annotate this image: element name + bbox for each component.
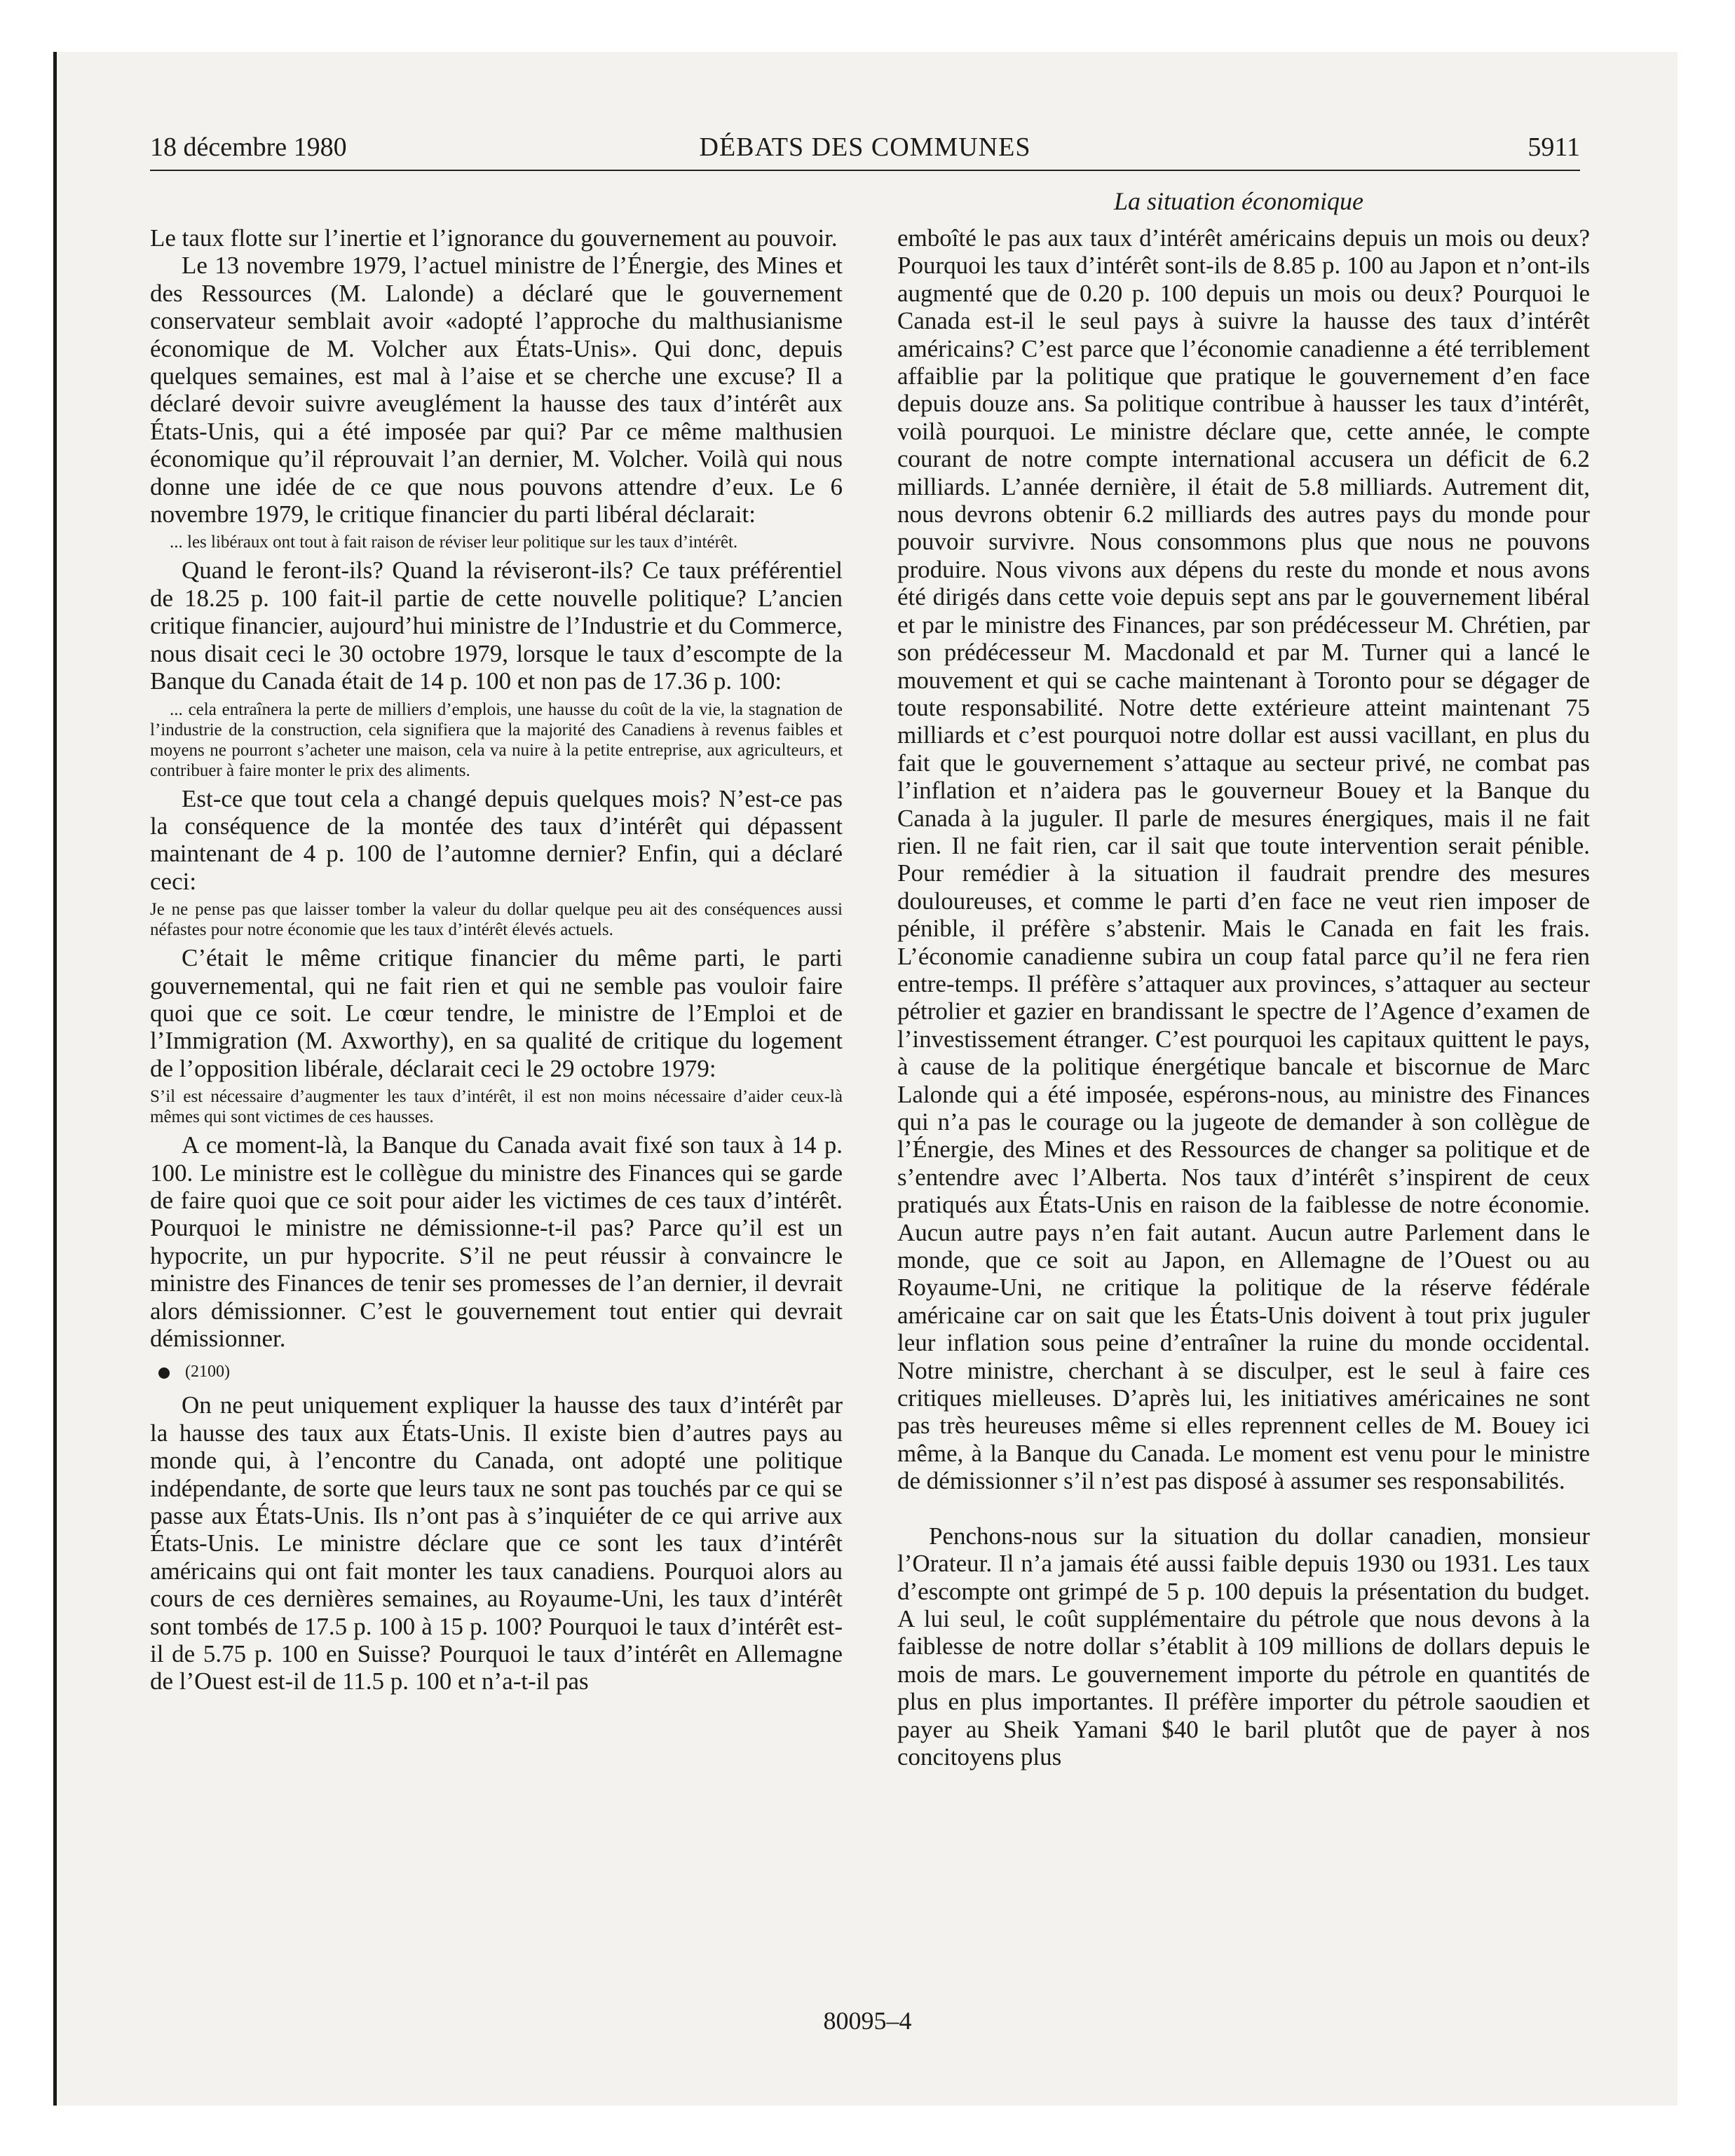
- quoted-passage: S’il est nécessaire d’augmenter les taux d’intérêt, il est non moins nécessaire d’aider ceux-là mêmes qui sont victimes de ces hausses.: [150, 1087, 843, 1127]
- paragraph: Penchons-nous sur la situation du dollar canadien, monsieur l’Orateur. Il n’a jamais été aussi faible depuis 1930 ou 1931. Les taux d’escompte ont grimpé de 5 p. 100 depuis la présentation du budget. A lui seul, le coût supplémentaire du pétrole que nous devons à la faiblesse de notre dollar s’établit à 109 millions de dollars depuis le mois de mars. Le gouvernement importe du pétrole en quantités de plus en plus importantes. Il préfère importer du pétrole saoudien et payer au Sheik Yamani $40 le baril plutôt que de payer à nos concitoyens plus: [897, 1522, 1590, 1770]
- footer-code: 80095–4: [823, 2007, 912, 2035]
- paragraph: A ce moment-là, la Banque du Canada avait fixé son taux à 14 p. 100. Le ministre est le collègue du ministre des Finances qui se garde de faire quoi que ce soit pour aider les victimes de ces taux d’intérêt. Pourquoi le ministre ne démissionne-t-il pas? Parce qu’il est un hypocrite, un pur hypocrite. S’il ne peut réussir à convaincre le ministre des Finances de tenir ses promesses de l’an dernier, il devrait alors démissionner. C’est le gouvernement tout entier qui devrait démissionner.: [150, 1131, 843, 1352]
- paragraph: Quand le feront-ils? Quand la réviseront-ils? Ce taux préférentiel de 18.25 p. 100 fait-il partie de cette nouvelle politique? L’ancien critique financier, aujourd’hui ministre de l’Industrie et du Commerce, nous disait ceci le 30 octobre 1979, lorsque le taux d’escompte de la Banque du Canada était de 14 p. 100 et non pas de 17.36 p. 100:: [150, 557, 843, 695]
- header-rule: [150, 170, 1580, 171]
- paragraph: C’était le même critique financier du même parti, le parti gouvernemental, qui ne fait rien et qui ne semble pas vouloir faire quoi que ce soit. Le cœur tendre, le ministre de l’Emploi et de l’Immigration (M. Axworthy), en sa qualité de critique du logement de l’opposition libérale, déclarait ceci le 29 octobre 1979:: [150, 944, 843, 1082]
- time-marker-label: (2100): [185, 1363, 230, 1381]
- left-column: [150, 224, 843, 1696]
- paragraph: Est-ce que tout cela a changé depuis quelques mois? N’est-ce pas la conséquence de la montée des taux d’intérêt qui dépassent maintenant de 4 p. 100 de l’automne dernier? Enfin, qui a déclaré ceci:: [150, 784, 843, 895]
- quoted-passage: ... cela entraînera la perte de milliers d’emplois, une hausse du coût de la vie, la stagnation de l’industrie de la construction, cela signifiera que la majorité des Canadiens à revenus faibles et moyens ne pourront s’acheter une maison, cela va nuire à la petite entreprise, aux agriculteurs, et contribuer à faire monter le prix des aliments.: [150, 700, 843, 780]
- paragraph: Le 13 novembre 1979, l’actuel ministre de l’Énergie, des Mines et des Ressources (M. Lalonde) a déclaré que le gouvernement conservateur semblait avoir «adopté l’approche du malthusianisme économique de M. Volcher aux États-Unis». Qui donc, depuis quelques semaines, est mal à l’aise et se cherche une excuse? Il a déclaré devoir suivre aveuglément la hausse des taux d’intérêt aux États-Unis, qui a été imposée par qui? Par ce même malthusien économique qu’il réprouvait l’an dernier, M. Volcher. Voilà qui nous donne une idée de ce que nous pouvons attendre d’eux. Le 6 novembre 1979, le critique financier du parti libéral déclarait:: [150, 252, 843, 528]
- header-title: DÉBATS DES COMMUNES: [699, 132, 1031, 162]
- header-date: 18 décembre 1980: [150, 132, 347, 162]
- time-marker: [150, 1355, 843, 1389]
- header-page-number: 5911: [1528, 132, 1580, 162]
- page-header: [150, 132, 1580, 168]
- quoted-passage: Je ne pense pas que laisser tomber la valeur du dollar quelque peu ait des conséquences aussi néfastes pour notre économie que les taux d’intérêt élevés actuels.: [150, 900, 843, 940]
- paragraph: On ne peut uniquement expliquer la hausse des taux d’intérêt par la hausse des taux aux États-Unis. Il existe bien d’autres pays au monde qui, à l’encontre du Canada, ont adopté une politique indépendante, de sorte que leurs taux ne sont pas touchés par ce qui se passe aux États-Unis. Ils n’ont pas à s’inquiéter de ce qui arrive aux États-Unis. Le ministre déclare que ce sont les taux d’intérêt américains qui ont fait monter les taux canadiens. Pourquoi alors au cours de ces dernières semaines, au Royaume-Uni, les taux d’intérêt sont tombés de 17.5 p. 100 à 15 p. 100? Pourquoi le taux d’intérêt est-il de 5.75 p. 100 en Suisse? Pourquoi le taux d’intérêt en Allemagne de l’Ouest est-il de 11.5 p. 100 et n’a-t-il pas: [150, 1391, 843, 1696]
- paragraph: emboîté le pas aux taux d’intérêt américains depuis un mois ou deux? Pourquoi les taux d’intérêt sont-ils de 8.85 p. 100 au Japon et n’ont-ils augmenté que de 0.20 p. 100 depuis un mois ou deux? Pourquoi le Canada est-il le seul pays à suivre la hausse des taux d’intérêt américains? C’est parce que l’économie canadienne a été terriblement affaiblie par la politique que pratique le gouvernement d’en face depuis douze ans. Sa politique contribue à hausser les taux d’intérêt, voilà pourquoi. Le ministre déclare que, cette année, le compte courant de notre compte international accusera un déficit de 6.2 milliards. L’année dernière, il était de 5.8 milliards. Autrement dit, nous devrons obtenir 6.2 milliards des autres pays du monde pour pouvoir survivre. Nous consommons plus que nous ne pouvons produire. Nous vivons aux dépens du reste du monde et nous avons été dirigés dans cette voie depuis sept ans par le gouvernement libéral et par le ministre des Finances, par son prédécesseur M. Chrétien, par son prédécesseur M. Macdonald et par M. Turner qui a lancé le mouvement et qui se cache maintenant à Toronto pour se dégager de toute responsabilité. Notre dette extérieure atteint maintenant 75 milliards et c’est pourquoi notre dollar est aussi vacillant, en plus du fait que le gouvernement s’attaque au secteur privé, ne combat pas l’inflation et n’aidera pas le gouverneur Bouey et la Banque du Canada à la juguler. Il parle de mesures énergiques, mais il ne fait rien. Il ne fait rien, car il sait que toute intervention serait pénible. Pour remédier à la situation il faudrait prendre des mesures douloureuses, et comme le parti d’en face ne veut rien imposer de pénible, il préfère s’abstenir. Mais le Canada en fait les frais. L’économie canadienne subira un coup fatal parce qu’il ne fera rien entre-temps. Il préfère s’attaquer aux provinces, s’attaquer au secteur pétrolier et gazier en brandissant le spectre de l’Agence d’examen de l’investissement étranger. C’est pourquoi les capitaux quittent le pays, à cause de la politique énergétique bancale et biscornue de Marc Lalonde qui a été imposée, espérons-nous, au ministre des Finances qui n’a pas le courage ou la jugeote de demander à son collègue de l’Énergie, des Mines et des Ressources de changer sa politique et de s’entendre avec l’Alberta. Nos taux d’intérêt s’inspirent de ceux pratiqués aux États-Unis en raison de la faiblesse de notre économie. Aucun autre pays n’en fait autant. Aucun autre Parlement dans le monde, que ce soit au Japon, en Allemagne de l’Ouest ou au Royaume-Uni, ne critique la politique de la réserve fédérale américaine car on sait que les États-Unis doivent à tout prix juguler leur inflation sous peine d’entraîner la ruine du monde occidental. Notre ministre, cherchant à se disculper, est le seul à faire ces critiques mielleuses. D’après lui, les initiatives américaines ne sont pas très heureuses même si elles reprennent celles de M. Bouey ici même, à la Banque du Canada. Le moment est venu pour le ministre de démissionner s’il n’est pas disposé à assumer ses responsabilités.: [897, 224, 1590, 1495]
- binding-edge: [53, 52, 57, 2106]
- section-title: La situation économique: [1114, 187, 1363, 215]
- right-column: [897, 224, 1590, 1770]
- paragraph: Le taux flotte sur l’inertie et l’ignorance du gouvernement au pouvoir.: [150, 224, 838, 252]
- quoted-passage: ... les libéraux ont tout à fait raison de réviser leur politique sur les taux d’intérêt.: [170, 533, 738, 552]
- bullet-icon: [158, 1367, 170, 1379]
